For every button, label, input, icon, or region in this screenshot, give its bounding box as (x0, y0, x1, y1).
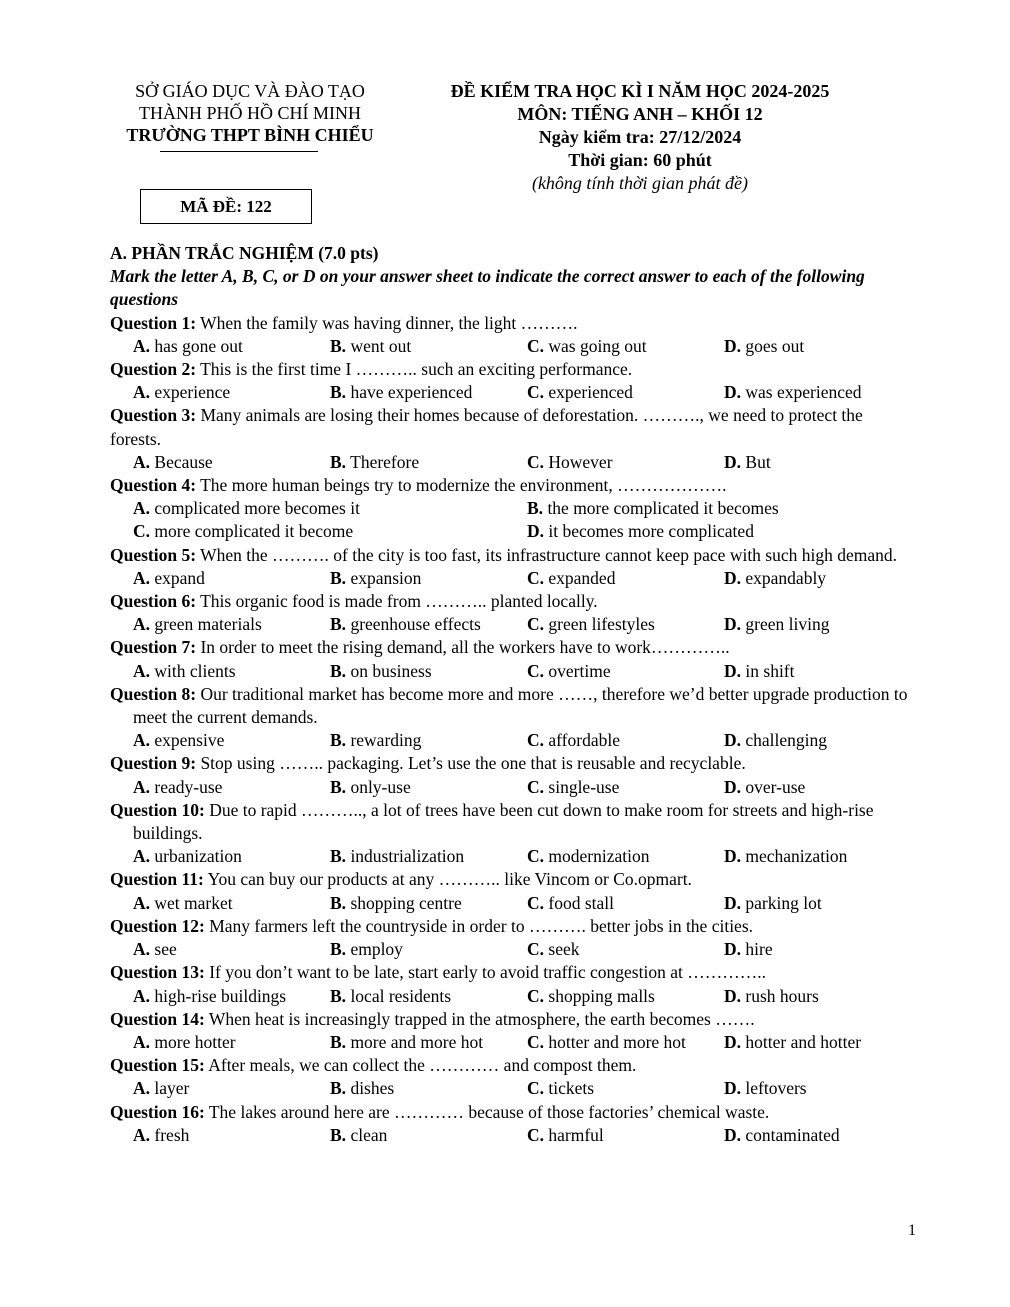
answer-option (527, 567, 724, 590)
header-divider (160, 151, 318, 152)
question-block (110, 312, 910, 358)
question-label: Question 11: (110, 869, 204, 890)
option-text: rush hours (745, 985, 819, 1006)
option-letter: A. (133, 382, 151, 403)
option-text: Therefore (350, 451, 420, 472)
answer-option (330, 381, 527, 404)
option-letter: B. (330, 985, 347, 1006)
answer-options (110, 1077, 910, 1100)
option-text: modernization (548, 846, 650, 867)
question-stem (110, 636, 910, 659)
city-name: THÀNH PHỐ HỒ CHÍ MINH (139, 103, 361, 123)
option-letter: C. (527, 846, 545, 867)
option-text: hotter and more hot (548, 1031, 686, 1052)
exam-title: ĐỀ KIỂM TRA HỌC KÌ I NĂM HỌC 2024-2025 (450, 81, 830, 101)
option-letter: D. (724, 1078, 742, 1099)
question-block (110, 544, 910, 590)
question-label: Question 2: (110, 359, 197, 380)
exam-date: Ngày kiểm tra: 27/12/2024 (538, 127, 742, 147)
answer-option (133, 845, 330, 868)
option-letter: B. (330, 451, 347, 472)
question-stem (110, 752, 910, 775)
option-text: wet market (154, 892, 233, 913)
option-text: shopping centre (350, 892, 462, 913)
option-text: the more complicated it becomes (547, 498, 779, 519)
option-letter: B. (330, 382, 347, 403)
option-letter: B. (330, 1031, 347, 1052)
option-letter: B. (330, 939, 347, 960)
question-block (110, 358, 910, 404)
option-letter: A. (133, 1124, 151, 1145)
question-stem (110, 961, 910, 984)
option-letter: B. (330, 892, 347, 913)
answer-option (330, 1031, 527, 1054)
answer-option (133, 892, 330, 915)
answer-option (133, 938, 330, 961)
question-block (110, 868, 910, 914)
answer-option (724, 845, 914, 868)
answer-options (110, 1124, 910, 1147)
answer-option (133, 497, 527, 520)
option-letter: A. (133, 335, 151, 356)
exam-content (110, 242, 910, 1147)
answer-options (110, 567, 910, 590)
answer-option (330, 567, 527, 590)
answer-option (330, 845, 527, 868)
question-label: Question 15: (110, 1055, 205, 1076)
question-label: Question 9: (110, 753, 197, 774)
answer-option (330, 613, 527, 636)
option-text: dishes (350, 1078, 395, 1099)
question-label: Question 7: (110, 637, 197, 658)
answer-option (133, 729, 330, 752)
option-text: expandably (745, 567, 827, 588)
question-text: This organic food is made from ……….. planted locally. (196, 591, 598, 612)
option-text: expand (154, 567, 205, 588)
answer-option (133, 613, 330, 636)
exam-duration: Thời gian: 60 phút (568, 150, 712, 170)
answer-option (133, 660, 330, 683)
answer-options (110, 1031, 910, 1054)
option-letter: B. (330, 846, 347, 867)
option-letter: C. (527, 1124, 545, 1145)
question-text: After meals, we can collect the ………… and compost them. (204, 1055, 637, 1076)
option-letter: C. (527, 451, 545, 472)
section-title: A. PHẦN TRẮC NGHIỆM (7.0 pts) (110, 243, 379, 263)
option-text: green materials (154, 614, 262, 635)
answer-option (527, 497, 921, 520)
question-label: Question 14: (110, 1008, 205, 1029)
option-letter: A. (133, 614, 151, 635)
option-text: it becomes more complicated (548, 521, 754, 542)
option-text: challenging (745, 730, 828, 751)
answer-options (110, 985, 910, 1008)
answer-option (133, 1077, 330, 1100)
option-text: But (745, 451, 771, 472)
answer-option (330, 335, 527, 358)
option-text: hotter and hotter (745, 1031, 862, 1052)
option-letter: B. (330, 1078, 347, 1099)
option-text: mechanization (745, 846, 848, 867)
option-letter: C. (527, 776, 545, 797)
option-text: expanded (548, 567, 616, 588)
answer-option (133, 776, 330, 799)
question-label: Question 1: (110, 312, 197, 333)
option-letter: A. (133, 939, 151, 960)
question-label: Question 12: (110, 915, 205, 936)
option-letter: B. (527, 498, 544, 519)
answer-option (330, 660, 527, 683)
option-letter: D. (724, 939, 742, 960)
option-letter: C. (527, 614, 545, 635)
question-text: If you don’t want to be late, start early to avoid traffic congestion at ………….. (204, 962, 766, 983)
option-text: more complicated it become (154, 521, 354, 542)
option-letter: C. (527, 1031, 545, 1052)
question-block (110, 961, 910, 1007)
answer-options (110, 729, 910, 752)
answer-option (133, 451, 330, 474)
question-stem (110, 1008, 910, 1031)
option-text: ready-use (154, 776, 223, 797)
option-text: parking lot (745, 892, 822, 913)
option-letter: D. (724, 614, 742, 635)
instructions: Mark the letter A, B, C, or D on your answer sheet to indicate the correct answer to each of the following questions (110, 266, 865, 310)
answer-option (724, 1124, 914, 1147)
school-header (100, 80, 400, 146)
question-text: Due to rapid ……….., a lot of trees have been cut down to make room for streets and high-rise buildings. (133, 799, 874, 844)
answer-option (527, 451, 724, 474)
answer-option (330, 892, 527, 915)
answer-option (724, 451, 914, 474)
answer-option (330, 985, 527, 1008)
question-block (110, 1101, 910, 1147)
answer-option (527, 613, 724, 636)
answer-option (724, 1031, 914, 1054)
answer-options (110, 613, 910, 636)
option-letter: A. (133, 846, 151, 867)
answer-option (527, 985, 724, 1008)
option-text: expensive (154, 730, 225, 751)
option-text: experience (154, 382, 231, 403)
option-letter: A. (133, 1078, 151, 1099)
question-text: Stop using …….. packaging. Let’s use the one that is reusable and recyclable. (196, 753, 746, 774)
question-stem (110, 474, 910, 497)
answer-option (527, 381, 724, 404)
question-text: You can buy our products at any ……….. like Vincom or Co.opmart. (203, 869, 692, 890)
exam-header (400, 80, 880, 195)
option-letter: A. (133, 892, 151, 913)
option-letter: D. (724, 846, 742, 867)
option-text: was going out (548, 335, 647, 356)
option-letter: D. (724, 892, 742, 913)
option-letter: B. (330, 567, 347, 588)
question-label: Question 13: (110, 962, 205, 983)
option-letter: D. (724, 382, 742, 403)
question-text: In order to meet the rising demand, all the workers have to work………….. (196, 637, 730, 658)
option-letter: B. (330, 614, 347, 635)
option-letter: A. (133, 660, 151, 681)
question-block (110, 590, 910, 636)
question-list (110, 312, 910, 1147)
answer-options (110, 497, 910, 543)
answer-options (110, 776, 910, 799)
question-stem (110, 683, 910, 729)
page-number: 1 (908, 1222, 916, 1239)
answer-option (527, 1077, 724, 1100)
option-text: tickets (548, 1078, 595, 1099)
option-text: more and more hot (350, 1031, 484, 1052)
answer-option (330, 776, 527, 799)
answer-option (330, 729, 527, 752)
question-text: When heat is increasingly trapped in the atmosphere, the earth becomes ……. (204, 1008, 755, 1029)
option-letter: B. (330, 335, 347, 356)
option-text: went out (350, 335, 412, 356)
answer-option (724, 776, 914, 799)
option-letter: C. (527, 567, 545, 588)
question-block (110, 683, 910, 753)
question-stem (110, 590, 910, 613)
question-text: This is the first time I ……….. such an exciting performance. (196, 359, 633, 380)
option-text: industrialization (350, 846, 465, 867)
option-letter: C. (527, 660, 545, 681)
option-text: green lifestyles (548, 614, 655, 635)
option-letter: C. (527, 730, 545, 751)
answer-option (527, 938, 724, 961)
question-text: The lakes around here are ………… because of those factories’ chemical waste. (204, 1101, 770, 1122)
option-letter: A. (133, 498, 151, 519)
option-text: has gone out (154, 335, 243, 356)
question-stem (110, 868, 910, 891)
question-stem (110, 799, 910, 845)
option-text: have experienced (350, 382, 473, 403)
option-text: overtime (548, 660, 611, 681)
question-stem (110, 1101, 910, 1124)
option-text: shopping malls (548, 985, 655, 1006)
answer-option (527, 892, 724, 915)
answer-option (724, 1077, 914, 1100)
option-letter: C. (527, 985, 545, 1006)
option-letter: B. (330, 1124, 347, 1145)
option-text: green living (745, 614, 830, 635)
option-text: rewarding (350, 730, 422, 751)
question-label: Question 6: (110, 591, 197, 612)
answer-option (724, 985, 914, 1008)
option-letter: B. (330, 660, 347, 681)
answer-option (330, 1077, 527, 1100)
answer-option (527, 335, 724, 358)
question-block (110, 915, 910, 961)
exam-code-box: MÃ ĐỀ: 122 (140, 189, 312, 224)
option-text: only-use (350, 776, 411, 797)
option-letter: C. (527, 382, 545, 403)
option-text: goes out (745, 335, 805, 356)
option-text: experienced (548, 382, 633, 403)
option-letter: A. (133, 776, 151, 797)
answer-option (527, 729, 724, 752)
answer-option (133, 520, 527, 543)
option-text: layer (154, 1078, 190, 1099)
option-text: expansion (350, 567, 422, 588)
option-text: employ (350, 939, 403, 960)
answer-option (527, 776, 724, 799)
answer-options (110, 381, 910, 404)
option-text: clean (350, 1124, 388, 1145)
option-letter: D. (724, 730, 742, 751)
option-letter: C. (133, 521, 151, 542)
answer-option (133, 1124, 330, 1147)
question-block (110, 636, 910, 682)
option-text: more hotter (154, 1031, 236, 1052)
option-letter: C. (527, 939, 545, 960)
option-text: on business (350, 660, 432, 681)
answer-option (724, 613, 914, 636)
school-name: TRƯỜNG THPT BÌNH CHIỂU (126, 125, 374, 145)
answer-options (110, 335, 910, 358)
answer-options (110, 938, 910, 961)
question-text: The more human beings try to modernize the environment, ………………. (196, 475, 727, 496)
option-letter: A. (133, 567, 151, 588)
option-letter: A. (133, 1031, 151, 1052)
answer-option (724, 567, 914, 590)
answer-options (110, 892, 910, 915)
question-label: Question 4: (110, 475, 197, 496)
question-text: Our traditional market has become more and more ……, therefore we’d better upgrade production to meet the current demands. (133, 683, 908, 728)
option-text: with clients (154, 660, 236, 681)
option-letter: D. (527, 521, 545, 542)
option-letter: D. (724, 451, 742, 472)
option-text: was experienced (745, 382, 862, 403)
question-stem (110, 312, 910, 335)
answer-option (133, 1031, 330, 1054)
question-block (110, 799, 910, 869)
answer-option (330, 938, 527, 961)
option-text: greenhouse effects (350, 614, 481, 635)
answer-option (133, 381, 330, 404)
option-text: local residents (350, 985, 452, 1006)
question-label: Question 16: (110, 1101, 205, 1122)
option-letter: D. (724, 335, 742, 356)
answer-option (330, 451, 527, 474)
option-letter: B. (330, 730, 347, 751)
answer-option (527, 845, 724, 868)
option-letter: D. (724, 776, 742, 797)
option-text: high-rise buildings (154, 985, 287, 1006)
answer-options (110, 845, 910, 868)
question-text: When the family was having dinner, the light ………. (196, 312, 578, 333)
answer-option (527, 660, 724, 683)
question-label: Question 5: (110, 544, 197, 565)
department-name: SỞ GIÁO DỤC VÀ ĐÀO TẠO (135, 81, 365, 101)
option-letter: A. (133, 985, 151, 1006)
option-letter: D. (724, 567, 742, 588)
question-stem (110, 1054, 910, 1077)
option-text: Because (154, 451, 213, 472)
question-label: Question 3: (110, 405, 197, 426)
answer-option (527, 520, 921, 543)
exam-subject: MÔN: TIẾNG ANH – KHỐI 12 (517, 104, 763, 124)
question-text: Many farmers left the countryside in order to ………. better jobs in the cities. (204, 915, 754, 936)
option-letter: A. (133, 730, 151, 751)
answer-option (724, 335, 914, 358)
option-letter: D. (724, 1031, 742, 1052)
option-text: affordable (548, 730, 620, 751)
question-block (110, 404, 910, 474)
option-text: contaminated (745, 1124, 840, 1145)
option-text: in shift (745, 660, 795, 681)
option-text: fresh (154, 1124, 190, 1145)
question-text: When the ………. of the city is too fast, its infrastructure cannot keep pace with such high demand. (196, 544, 898, 565)
option-letter: D. (724, 985, 742, 1006)
answer-option (724, 729, 914, 752)
option-letter: C. (527, 1078, 545, 1099)
question-text: Many animals are losing their homes because of deforestation. ………., we need to protect the forests. (110, 405, 863, 449)
option-letter: B. (330, 776, 347, 797)
question-stem (110, 915, 910, 938)
option-text: single-use (548, 776, 620, 797)
option-text: complicated more becomes it (154, 498, 360, 519)
option-text: hire (745, 939, 773, 960)
option-text: urbanization (154, 846, 242, 867)
option-text: over-use (745, 776, 806, 797)
question-block (110, 752, 910, 798)
option-letter: A. (133, 451, 151, 472)
option-text: harmful (548, 1124, 604, 1145)
answer-option (527, 1031, 724, 1054)
option-letter: C. (527, 335, 545, 356)
option-text: seek (548, 939, 580, 960)
answer-option (133, 567, 330, 590)
question-stem (110, 544, 910, 567)
question-label: Question 10: (110, 799, 205, 820)
answer-options (110, 660, 910, 683)
option-text: see (154, 939, 177, 960)
answer-option (133, 985, 330, 1008)
question-label: Question 8: (110, 683, 197, 704)
question-stem (110, 358, 910, 381)
question-block (110, 1054, 910, 1100)
option-letter: D. (724, 660, 742, 681)
answer-option (724, 892, 914, 915)
option-text: However (548, 451, 613, 472)
answer-option (724, 660, 914, 683)
answer-options (110, 451, 910, 474)
answer-option (527, 1124, 724, 1147)
option-letter: D. (724, 1124, 742, 1145)
answer-option (330, 1124, 527, 1147)
question-block (110, 474, 910, 544)
question-stem (110, 404, 910, 450)
option-text: leftovers (745, 1078, 807, 1099)
question-block (110, 1008, 910, 1054)
option-letter: C. (527, 892, 545, 913)
answer-option (724, 381, 914, 404)
exam-duration-note: (không tính thời gian phát đề) (531, 173, 749, 193)
answer-option (724, 938, 914, 961)
option-text: food stall (548, 892, 615, 913)
answer-option (133, 335, 330, 358)
